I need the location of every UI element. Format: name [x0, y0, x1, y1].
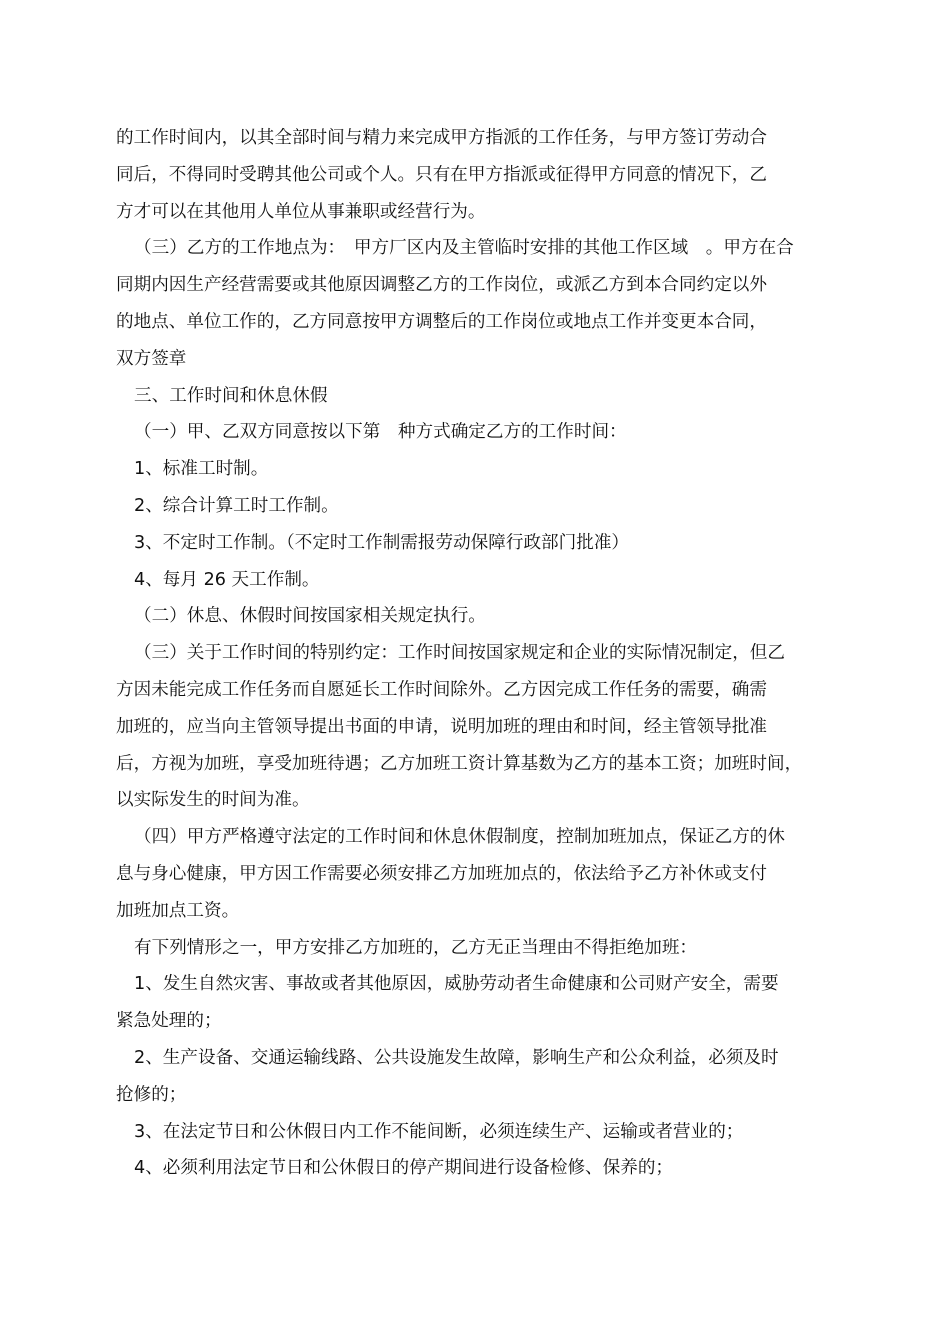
text-line: 方因未能完成工作任务而自愿延长工作时间除外。乙方因完成工作任务的需要，确需	[116, 679, 767, 700]
text-line: 加班加点工资。	[116, 900, 240, 921]
text-line: 3、不定时工作制。（不定时工作制需报劳动保障行政部门批准）	[134, 532, 630, 553]
text-line: 息与身心健康，甲方因工作需要必须安排乙方加班加点的，依法给予乙方补休或支付	[116, 863, 767, 884]
text-line: （三）乙方的工作地点为： 甲方厂区内及主管临时安排的其他工作区域 。甲方在合	[134, 238, 794, 259]
text-line: 方才可以在其他用人单位从事兼职或经营行为。	[116, 201, 486, 222]
text-line: 三、工作时间和休息休假	[134, 385, 328, 406]
text-line: 1、标准工时制。	[134, 459, 269, 480]
text-line: 1、发生自然灾害、事故或者其他原因，威胁劳动者生命健康和公司财产安全，需要	[134, 974, 779, 995]
text-line: （一）甲、乙双方同意按以下第 种方式确定乙方的工作时间：	[134, 422, 627, 443]
text-line: 的工作时间内，以其全部时间与精力来完成甲方指派的工作任务，与甲方签订劳动合	[116, 128, 767, 148]
text-line: 以实际发生的时间为准。	[116, 790, 310, 811]
text-line: 抢修的；	[116, 1084, 187, 1105]
text-line: 4、每月 26 天工作制。	[134, 569, 320, 590]
text-line: 4、必须利用法定节日和公休假日的停产期间进行设备检修、保养的；	[134, 1158, 674, 1179]
text-line: 2、生产设备、交通运输线路、公共设施发生故障，影响生产和公众利益，必须及时	[134, 1047, 779, 1068]
document-body	[116, 120, 846, 1187]
text-line: （二）休息、休假时间按国家相关规定执行。	[134, 606, 486, 627]
text-line: 后，方视为加班，享受加班待遇；乙方加班工资计算基数为乙方的基本工资；加班时间，	[116, 753, 803, 774]
text-line: 同后，不得同时受聘其他公司或个人。只有在甲方指派或征得甲方同意的情况下，乙	[116, 164, 767, 185]
text-line: 的地点、单位工作的，乙方同意按甲方调整后的工作岗位或地点工作并变更本合同，	[116, 311, 767, 332]
text-line: 双方签章	[116, 348, 187, 369]
text-line: 3、在法定节日和公休假日内工作不能间断，必须连续生产、运输或者营业的；	[134, 1121, 744, 1142]
text-line: 加班的，应当向主管领导提出书面的申请，说明加班的理由和时间，经主管领导批准	[116, 716, 767, 737]
text-line: 紧急处理的；	[116, 1011, 222, 1032]
text-line: （四）甲方严格遵守法定的工作时间和休息休假制度，控制加班加点，保证乙方的休	[134, 827, 785, 848]
text-line: （三）关于工作时间的特别约定：工作时间按国家规定和企业的实际情况制定，但乙	[134, 643, 785, 664]
text-line: 有下列情形之一，甲方安排乙方加班的，乙方无正当理由不得拒绝加班：	[134, 937, 698, 958]
text-line: 2、综合计算工时工作制。	[134, 495, 339, 516]
text-line: 同期内因生产经营需要或其他原因调整乙方的工作岗位，或派乙方到本合同约定以外	[116, 275, 767, 296]
